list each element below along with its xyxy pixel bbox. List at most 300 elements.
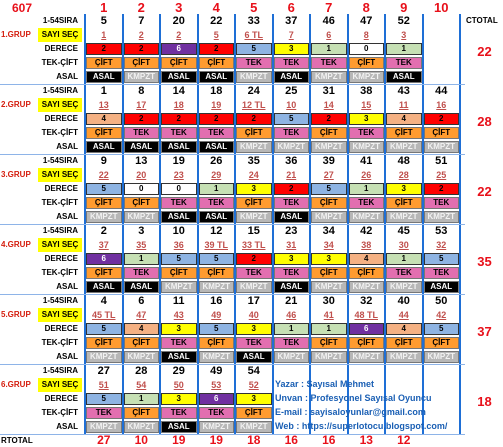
group-title: 4.GRUP (1, 240, 31, 249)
sira-number: 25 (285, 84, 298, 97)
sira-number: 18 (210, 84, 223, 97)
sira-number: 48 (397, 154, 410, 167)
selected-number[interactable]: 42 (436, 309, 447, 320)
asal-cell: KMPZT (236, 281, 272, 293)
selected-number[interactable]: 47 (136, 309, 147, 320)
group-title: 2.GRUP (1, 100, 31, 109)
selected-number[interactable]: 12 TL (241, 99, 266, 110)
derece-cell: 5 (199, 323, 235, 335)
column-header: 1 (100, 0, 108, 14)
derece-cell: 5 (86, 183, 122, 195)
group-title: 6.GRUP (1, 380, 31, 389)
sira-number: 54 (247, 364, 260, 377)
asal-cell: ASAL (274, 211, 310, 223)
asal-cell: ASAL (161, 421, 197, 433)
asal-cell: ASAL (199, 141, 235, 153)
asal-cell: KMPZT (236, 421, 272, 433)
derece-cell: 1 (124, 393, 160, 405)
derece-cell: 1 (386, 43, 422, 55)
tekcift-cell: ÇİFT (311, 197, 347, 209)
column-header: 4 (212, 0, 220, 14)
selected-number[interactable]: 16 (436, 99, 447, 110)
selected-number[interactable]: 51 (98, 379, 109, 390)
group-total: 18 (477, 393, 492, 409)
sira-number: 8 (138, 84, 145, 97)
selected-number[interactable]: 39 TL (204, 239, 228, 250)
row-label-derece: DERECE (44, 44, 78, 53)
selected-number[interactable]: 19 (211, 99, 222, 110)
derece-cell: 3 (236, 393, 272, 405)
selected-number[interactable]: 52 (248, 379, 259, 390)
row-label-sira: 1-54SIRA (42, 16, 78, 25)
tekcift-cell: TEK (199, 197, 235, 209)
asal-cell: KMPZT (274, 141, 310, 153)
row-label-asal: ASAL (56, 422, 78, 431)
tekcift-cell: TEK (424, 197, 460, 209)
tekcift-cell: TEK (236, 337, 272, 349)
rtotal-value: 12 (397, 433, 411, 447)
selected-number[interactable]: 49 (211, 309, 222, 320)
sira-number: 4 (100, 294, 107, 307)
derece-cell: 2 (274, 183, 310, 195)
selected-number[interactable]: 54 (136, 379, 147, 390)
tekcift-cell: TEK (124, 127, 160, 139)
asal-cell: KMPZT (311, 141, 347, 153)
tekcift-cell: TEK (424, 267, 460, 279)
asal-cell: KMPZT (124, 71, 160, 83)
derece-cell: 5 (424, 253, 460, 265)
sira-number: 38 (360, 84, 373, 97)
sira-number: 7 (138, 14, 145, 27)
asal-cell: ASAL (86, 281, 122, 293)
tekcift-cell: ÇİFT (311, 267, 347, 279)
sira-number: 13 (135, 154, 148, 167)
asal-cell: ASAL (274, 281, 310, 293)
asal-cell: ASAL (86, 141, 122, 153)
derece-cell: 2 (236, 113, 272, 125)
tekcift-cell: TEK (161, 127, 197, 139)
tekcift-cell: ÇİFT (124, 197, 160, 209)
tekcift-cell: TEK (86, 407, 122, 419)
selected-number[interactable]: 40 (248, 309, 259, 320)
asal-cell: ASAL (161, 71, 197, 83)
corner-value: 607 (11, 2, 33, 14)
derece-cell: 3 (274, 253, 310, 265)
sira-number: 43 (397, 84, 410, 97)
derece-cell: 0 (161, 183, 197, 195)
derece-cell: 3 (274, 43, 310, 55)
selected-number[interactable]: 50 (173, 379, 184, 390)
asal-cell: KMPZT (424, 351, 460, 363)
derece-cell: 2 (311, 113, 347, 125)
tekcift-cell: TEK (236, 267, 272, 279)
sira-number: 49 (210, 364, 223, 377)
asal-cell: KMPZT (236, 141, 272, 153)
derece-cell: 2 (424, 113, 460, 125)
sira-number: 42 (360, 224, 373, 237)
derece-cell: 2 (199, 43, 235, 55)
info-email[interactable]: E-mail : sayisaloyunlar@gmail.com (275, 407, 426, 417)
derece-cell: 2 (236, 253, 272, 265)
column-header: 8 (362, 0, 370, 14)
tekcift-cell: TEK (124, 267, 160, 279)
sira-number: 22 (210, 14, 223, 27)
tekcift-cell: ÇİFT (124, 337, 160, 349)
tekcift-cell: TEK (274, 197, 310, 209)
derece-cell: 4 (86, 113, 122, 125)
derece-cell: 2 (199, 113, 235, 125)
tekcift-cell: ÇİFT (349, 267, 385, 279)
tekcift-cell: TEK (161, 197, 197, 209)
asal-cell: KMPZT (124, 351, 160, 363)
select-number-button[interactable]: SAYI SEÇ (38, 238, 82, 252)
tekcift-cell: TEK (274, 267, 310, 279)
derece-cell: 1 (311, 323, 347, 335)
row-label-derece: DERECE (44, 324, 78, 333)
asal-cell: KMPZT (236, 71, 272, 83)
tekcift-cell: ÇİFT (161, 57, 197, 69)
sira-number: 24 (247, 84, 260, 97)
group-title: 3.GRUP (1, 170, 31, 179)
sira-number: 31 (322, 84, 335, 97)
sira-number: 41 (360, 154, 373, 167)
selected-number[interactable]: 2 (138, 29, 144, 40)
sira-number: 1 (100, 84, 107, 97)
tekcift-cell: ÇİFT (124, 407, 160, 419)
tekcift-cell: ÇİFT (236, 127, 272, 139)
select-number-button[interactable]: SAYI SEÇ (38, 98, 82, 112)
tekcift-cell: ÇİFT (199, 337, 235, 349)
sira-number: 39 (322, 154, 335, 167)
rtotal-value: 10 (134, 433, 148, 447)
selected-number[interactable]: 26 (361, 169, 372, 180)
group-total: 28 (477, 113, 492, 129)
row-label-tekcift: TEK-ÇİFT (41, 58, 78, 67)
selected-number[interactable]: 36 (173, 239, 184, 250)
row-label-sira: 1-54SIRA (42, 156, 78, 165)
sira-number: 51 (435, 154, 448, 167)
derece-cell: 2 (124, 113, 160, 125)
derece-cell: 1 (274, 323, 310, 335)
selected-number[interactable]: 6 (326, 29, 332, 40)
select-number-button[interactable]: SAYI SEÇ (38, 378, 82, 392)
asal-cell: KMPZT (199, 421, 235, 433)
derece-cell: 2 (86, 43, 122, 55)
derece-cell: 0 (349, 43, 385, 55)
asal-cell: ASAL (124, 281, 160, 293)
sira-number: 52 (397, 14, 410, 27)
selected-number[interactable]: 18 (173, 99, 184, 110)
row-label-derece: DERECE (44, 254, 78, 263)
tekcift-cell: TEK (161, 407, 197, 419)
group-total: 22 (477, 43, 492, 59)
tekcift-cell: ÇİFT (349, 337, 385, 349)
selected-number[interactable]: 24 (248, 169, 259, 180)
selected-number[interactable]: 13 (98, 99, 109, 110)
asal-cell: KMPZT (349, 141, 385, 153)
asal-cell: KMPZT (424, 211, 460, 223)
ctotal-label: CTOTAL (466, 16, 498, 25)
derece-cell: 2 (124, 43, 160, 55)
sira-number: 3 (138, 224, 145, 237)
derece-cell: 4 (386, 323, 422, 335)
derece-cell: 6 (161, 43, 197, 55)
sira-number: 44 (435, 84, 448, 97)
derece-cell: 5 (199, 253, 235, 265)
row-label-tekcift: TEK-ÇİFT (41, 408, 78, 417)
rtotal-value: 19 (209, 433, 223, 447)
selected-number[interactable]: 15 (361, 99, 372, 110)
derece-cell: 2 (424, 183, 460, 195)
selected-number[interactable]: 29 (211, 169, 222, 180)
sira-number: 14 (172, 84, 185, 97)
selected-number[interactable]: 46 (286, 309, 297, 320)
selected-number[interactable]: 1 (101, 29, 107, 40)
asal-cell: ASAL (161, 211, 197, 223)
derece-cell: 5 (161, 253, 197, 265)
sira-number: 37 (285, 14, 298, 27)
derece-cell: 5 (86, 393, 122, 405)
sira-number: 17 (247, 294, 260, 307)
tekcift-cell: TEK (349, 127, 385, 139)
selected-number[interactable]: 5 (213, 29, 219, 40)
selected-number[interactable]: 28 (398, 169, 409, 180)
rtotal-value: 16 (284, 433, 298, 447)
rtotal-value: 27 (97, 433, 111, 447)
asal-cell: KMPZT (124, 211, 160, 223)
info-yazar: Yazar : Sayısal Mehmet (275, 379, 375, 389)
derece-cell: 1 (386, 253, 422, 265)
asal-cell: ASAL (86, 71, 122, 83)
sira-number: 47 (360, 14, 373, 27)
row-label-asal: ASAL (56, 212, 78, 221)
tekcift-cell: ÇİFT (199, 267, 235, 279)
tekcift-cell: ÇİFT (311, 337, 347, 349)
group-title: 1.GRUP (1, 30, 31, 39)
row-label-sira: 1-54SIRA (42, 366, 78, 375)
selected-number[interactable]: 20 (136, 169, 147, 180)
tekcift-cell: TEK (386, 267, 422, 279)
selected-number[interactable]: 23 (173, 169, 184, 180)
asal-cell: KMPZT (311, 281, 347, 293)
tekcift-cell: TEK (161, 337, 197, 349)
asal-cell: KMPZT (124, 421, 160, 433)
selected-number[interactable]: 48 TL (354, 309, 378, 320)
selected-number[interactable]: 34 (323, 239, 334, 250)
sira-number: 33 (247, 14, 260, 27)
asal-cell: KMPZT (424, 141, 460, 153)
selected-number[interactable]: 41 (323, 309, 334, 320)
row-label-derece: DERECE (44, 114, 78, 123)
tekcift-cell: TEK (349, 197, 385, 209)
asal-cell: KMPZT (386, 141, 422, 153)
select-number-button[interactable]: SAYI SEÇ (38, 28, 82, 42)
selected-number[interactable]: 11 (398, 99, 409, 110)
selected-number[interactable]: 17 (136, 99, 147, 110)
sira-number: 6 (138, 294, 145, 307)
tekcift-cell: TEK (199, 407, 235, 419)
tekcift-cell: ÇİFT (86, 197, 122, 209)
selected-number[interactable]: 6 TL (244, 29, 263, 40)
sira-number: 27 (97, 364, 110, 377)
column-header: 10 (434, 0, 449, 14)
row-label-tekcift: TEK-ÇİFT (41, 198, 78, 207)
column-header: 9 (400, 0, 408, 14)
derece-cell: 2 (161, 113, 197, 125)
selected-number[interactable]: 43 (173, 309, 184, 320)
selected-number[interactable]: 32 (436, 239, 447, 250)
asal-cell: KMPZT (349, 351, 385, 363)
selected-number[interactable]: 53 (211, 379, 222, 390)
selected-number[interactable]: 45 TL (91, 309, 116, 320)
asal-cell: KMPZT (311, 211, 347, 223)
asal-cell: ASAL (124, 141, 160, 153)
sira-number: 32 (360, 294, 373, 307)
tekcift-cell: TEK (274, 127, 310, 139)
tekcift-cell: TEK (386, 57, 422, 69)
sira-number: 21 (285, 294, 298, 307)
sira-number: 16 (210, 294, 223, 307)
asal-cell: KMPZT (386, 351, 422, 363)
sira-number: 2 (100, 224, 107, 237)
asal-cell: ASAL (161, 141, 197, 153)
selected-number[interactable]: 35 (136, 239, 147, 250)
sira-number: 34 (322, 224, 335, 237)
tekcift-cell: ÇİFT (386, 197, 422, 209)
rtotal-value: 19 (172, 433, 186, 447)
sira-number: 26 (210, 154, 223, 167)
asal-cell: ASAL (236, 351, 272, 363)
row-label-sira: 1-54SIRA (42, 86, 78, 95)
derece-cell: 3 (161, 393, 197, 405)
selected-number[interactable]: 31 (286, 239, 297, 250)
tekcift-cell: ÇİFT (199, 57, 235, 69)
row-label-tekcift: TEK-ÇİFT (41, 338, 78, 347)
derece-cell: 1 (349, 183, 385, 195)
derece-cell: 3 (236, 183, 272, 195)
selected-number[interactable]: 30 (398, 239, 409, 250)
selected-number[interactable]: 25 (436, 169, 447, 180)
asal-cell: KMPZT (86, 421, 122, 433)
tekcift-cell: ÇİFT (386, 337, 422, 349)
row-label-sira: 1-54SIRA (42, 226, 78, 235)
asal-cell: ASAL (199, 211, 235, 223)
derece-cell: 5 (274, 113, 310, 125)
tekcift-cell: ÇİFT (386, 127, 422, 139)
derece-cell: 4 (349, 253, 385, 265)
selected-number[interactable]: 22 (98, 169, 109, 180)
sira-number: 20 (172, 14, 185, 27)
asal-cell: ASAL (274, 71, 310, 83)
sira-number: 19 (172, 154, 185, 167)
tekcift-cell: ÇİFT (86, 267, 122, 279)
derece-cell: 4 (386, 113, 422, 125)
row-label-derece: DERECE (44, 184, 78, 193)
asal-cell: KMPZT (386, 211, 422, 223)
selected-number[interactable]: 33 TL (241, 239, 266, 250)
group-total: 37 (477, 323, 492, 339)
group-total: 35 (477, 253, 492, 269)
selected-number[interactable]: 7 (288, 29, 294, 40)
derece-cell: 4 (124, 323, 160, 335)
derece-cell: 6 (349, 323, 385, 335)
tekcift-cell: TEK (274, 57, 310, 69)
sira-number: 35 (247, 154, 260, 167)
group-total: 22 (477, 183, 492, 199)
derece-cell: 5 (424, 323, 460, 335)
tekcift-cell: ÇİFT (86, 127, 122, 139)
selected-number[interactable]: 2 (176, 29, 182, 40)
column-header: 6 (287, 0, 295, 14)
selected-number[interactable]: 38 (361, 239, 372, 250)
asal-cell: KMPZT (199, 351, 235, 363)
derece-cell: 3 (311, 253, 347, 265)
group-title: 5.GRUP (1, 310, 31, 319)
info-web[interactable]: Web : https://superlotocu.blogspot.com/ (275, 421, 448, 431)
rtotal-value: 18 (247, 433, 261, 447)
selected-number[interactable]: 27 (323, 169, 334, 180)
derece-cell: 5 (311, 183, 347, 195)
asal-cell: KMPZT (274, 351, 310, 363)
derece-cell: 3 (236, 323, 272, 335)
sira-number: 30 (322, 294, 335, 307)
asal-cell: KMPZT (349, 211, 385, 223)
asal-cell: KMPZT (86, 351, 122, 363)
sira-number: 5 (100, 14, 107, 27)
sira-number: 40 (397, 294, 410, 307)
asal-cell: KMPZT (311, 351, 347, 363)
tekcift-cell: ÇİFT (349, 57, 385, 69)
derece-cell: 3 (161, 323, 197, 335)
asal-cell: KMPZT (86, 211, 122, 223)
derece-cell: 3 (349, 113, 385, 125)
sira-number: 45 (397, 224, 410, 237)
rtotal-value: 13 (359, 433, 373, 447)
selected-number[interactable]: 8 (363, 29, 369, 40)
sira-number: 10 (172, 224, 185, 237)
derece-cell: 0 (124, 183, 160, 195)
tekcift-cell: ÇİFT (86, 337, 122, 349)
asal-cell: KMPZT (386, 281, 422, 293)
tekcift-cell: ÇİFT (424, 337, 460, 349)
tekcift-cell: TEK (236, 57, 272, 69)
tekcift-cell: ÇİFT (236, 197, 272, 209)
column-header: 7 (325, 0, 333, 14)
selected-number[interactable]: 21 (286, 169, 297, 180)
sira-number: 46 (322, 14, 335, 27)
tekcift-cell: ÇİFT (236, 407, 272, 419)
row-label-asal: ASAL (56, 352, 78, 361)
row-label-asal: ASAL (56, 142, 78, 151)
sira-number: 15 (247, 224, 260, 237)
select-number-button[interactable]: SAYI SEÇ (38, 168, 82, 182)
selected-number[interactable]: 3 (401, 29, 407, 40)
asal-cell: KMPZT (349, 71, 385, 83)
asal-cell: ASAL (386, 71, 422, 83)
selected-number[interactable]: 37 (98, 239, 109, 250)
row-label-tekcift: TEK-ÇİFT (41, 128, 78, 137)
selected-number[interactable]: 14 (323, 99, 334, 110)
row-label-asal: ASAL (56, 282, 78, 291)
asal-cell: KMPZT (199, 281, 235, 293)
sira-number: 12 (210, 224, 223, 237)
selected-number[interactable]: 44 (398, 309, 409, 320)
sira-number: 9 (100, 154, 107, 167)
selected-number[interactable]: 10 (286, 99, 297, 110)
select-number-button[interactable]: SAYI SEÇ (38, 308, 82, 322)
derece-cell: 1 (199, 183, 235, 195)
sira-number: 11 (172, 294, 185, 307)
